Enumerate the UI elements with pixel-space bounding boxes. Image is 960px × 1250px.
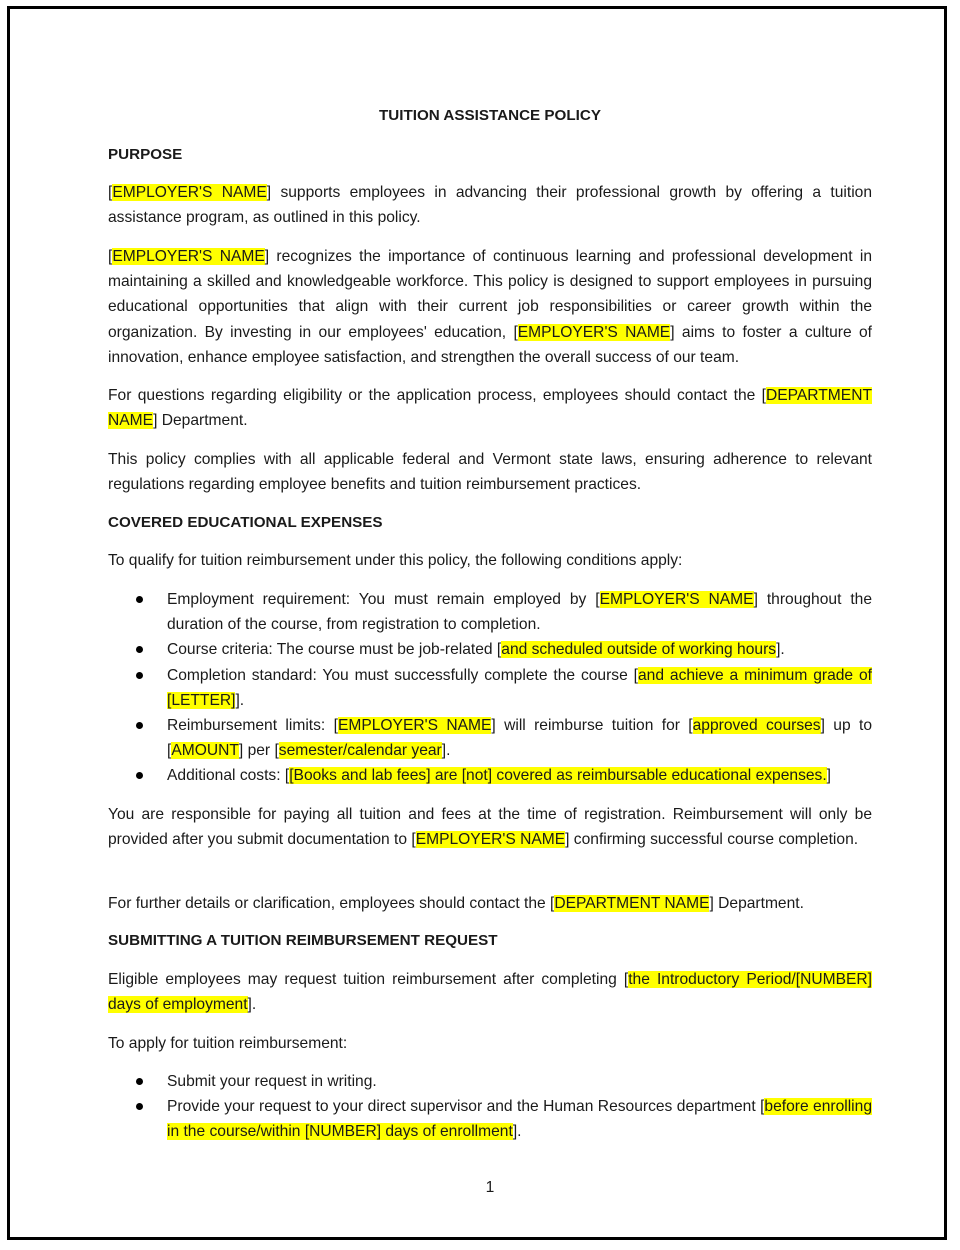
purpose-paragraph-4: This policy complies with all applicable federal and Vermont state laws, ensuring adherence to relevant regulations regarding employee benefits and tuition reimbursement practices. bbox=[108, 451, 872, 494]
placeholder-department-name: DEPARTMENT NAME bbox=[554, 895, 710, 912]
placeholder-amount: AMOUNT bbox=[171, 742, 239, 760]
list-item: Completion standard: You must successfully complete the course [and achieve a minimum grade of [LETTER]]. bbox=[108, 663, 872, 713]
bullet-icon bbox=[136, 596, 143, 603]
placeholder-text: and scheduled outside of working hours bbox=[501, 641, 777, 659]
list-item: Course criteria: The course must be job-related [and scheduled outside of working hours]. bbox=[108, 637, 872, 662]
placeholder-department-name: DEPARTMENT NAME bbox=[108, 387, 872, 430]
bullet-icon bbox=[136, 772, 143, 779]
placeholder-employer-name: EMPLOYER'S NAME bbox=[112, 248, 265, 265]
bullet-icon bbox=[136, 646, 143, 653]
purpose-paragraph-1: [EMPLOYER'S NAME] supports employees in advancing their professional growth by offering a tuition assistance program, as outlined in this policy. bbox=[108, 184, 872, 227]
purpose-paragraph-2: [EMPLOYER'S NAME] recognizes the importance of continuous learning and professional development in maintaining a skilled and knowledgeable workforce. This policy is designed to support employees in pursuing educational opportunities that align with their current job responsibilities or career growth within the organization. By investing in our employees' education, [EMPLOYER'S NAME] aims to foster a culture of innovation, enhance employee satisfaction, and strengthen the overall success of our team. bbox=[108, 248, 873, 366]
covered-expenses-heading: COVERED EDUCATIONAL EXPENSES bbox=[108, 514, 383, 531]
bullet-icon bbox=[136, 672, 143, 679]
placeholder-text: semester/calendar year bbox=[278, 742, 442, 760]
purpose-heading: PURPOSE bbox=[108, 146, 183, 163]
placeholder-employer-name: EMPLOYER'S NAME bbox=[599, 591, 754, 608]
purpose-paragraph-3: For questions regarding eligibility or the application process, employees should contact the [DEPARTMENT NAME] Department. bbox=[108, 387, 872, 430]
placeholder-text: [Books and lab fees] are [not] covered as reimbursable educational expenses. bbox=[289, 767, 827, 785]
placeholder-employer-name: EMPLOYER'S NAME bbox=[517, 323, 671, 341]
covered-paragraph-responsibility: You are responsible for paying all tuition and fees at the time of registration. Reimbursement will only be provided after you submit documentation to [EMPLOYER'S NAME] confirming successful course completion. bbox=[108, 806, 872, 849]
list-item: Provide your request to your direct supervisor and the Human Resources department [before enrolling in the course/within [NUMBER] days of enrollment]. bbox=[108, 1094, 872, 1144]
placeholder-employer-name: EMPLOYER'S NAME bbox=[415, 831, 566, 849]
submitting-steps-list bbox=[108, 1069, 872, 1145]
submitting-paragraph-1: Eligible employees may request tuition reimbursement after completing [the Introductory Period/[NUMBER] days of employment]. bbox=[108, 971, 872, 1014]
covered-paragraph-contact: For further details or clarification, employees should contact the [DEPARTMENT NAME] Department. bbox=[108, 895, 804, 912]
list-item: Employment requirement: You must remain employed by [EMPLOYER'S NAME] throughout the duration of the course, from registration to completion. bbox=[108, 587, 872, 637]
list-item: Submit your request in writing. bbox=[108, 1069, 872, 1094]
list-item: Additional costs: [[Books and lab fees] are [not] covered as reimbursable educational expenses.] bbox=[108, 763, 872, 788]
bullet-icon bbox=[136, 722, 143, 729]
placeholder-employer-name: EMPLOYER'S NAME bbox=[112, 184, 267, 201]
placeholder-text: before enrolling in the course/within [NUMBER] days of enrollment bbox=[167, 1098, 872, 1141]
page-border bbox=[7, 6, 947, 1240]
placeholder-text: the Introductory Period/[NUMBER] days of employment bbox=[108, 971, 872, 1014]
submitting-paragraph-2: To apply for tuition reimbursement: bbox=[108, 1035, 348, 1052]
covered-conditions-list bbox=[108, 587, 872, 789]
placeholder-text: and achieve a minimum grade of [LETTER] bbox=[167, 666, 872, 709]
submitting-request-heading: SUBMITTING A TUITION REIMBURSEMENT REQUEST bbox=[108, 932, 498, 949]
list-item: Reimbursement limits: [EMPLOYER'S NAME] will reimburse tuition for [approved courses] up to [AMOUNT] per [semester/calendar year]. bbox=[108, 713, 872, 763]
bullet-icon bbox=[136, 1103, 143, 1110]
placeholder-text: approved courses bbox=[692, 717, 821, 735]
page-number: 1 bbox=[485, 1179, 495, 1196]
placeholder-employer-name: EMPLOYER'S NAME bbox=[337, 717, 492, 735]
covered-expenses-intro: To qualify for tuition reimbursement under this policy, the following conditions apply: bbox=[108, 552, 683, 569]
document-title: TUITION ASSISTANCE POLICY bbox=[379, 107, 601, 124]
bullet-icon bbox=[136, 1078, 143, 1085]
